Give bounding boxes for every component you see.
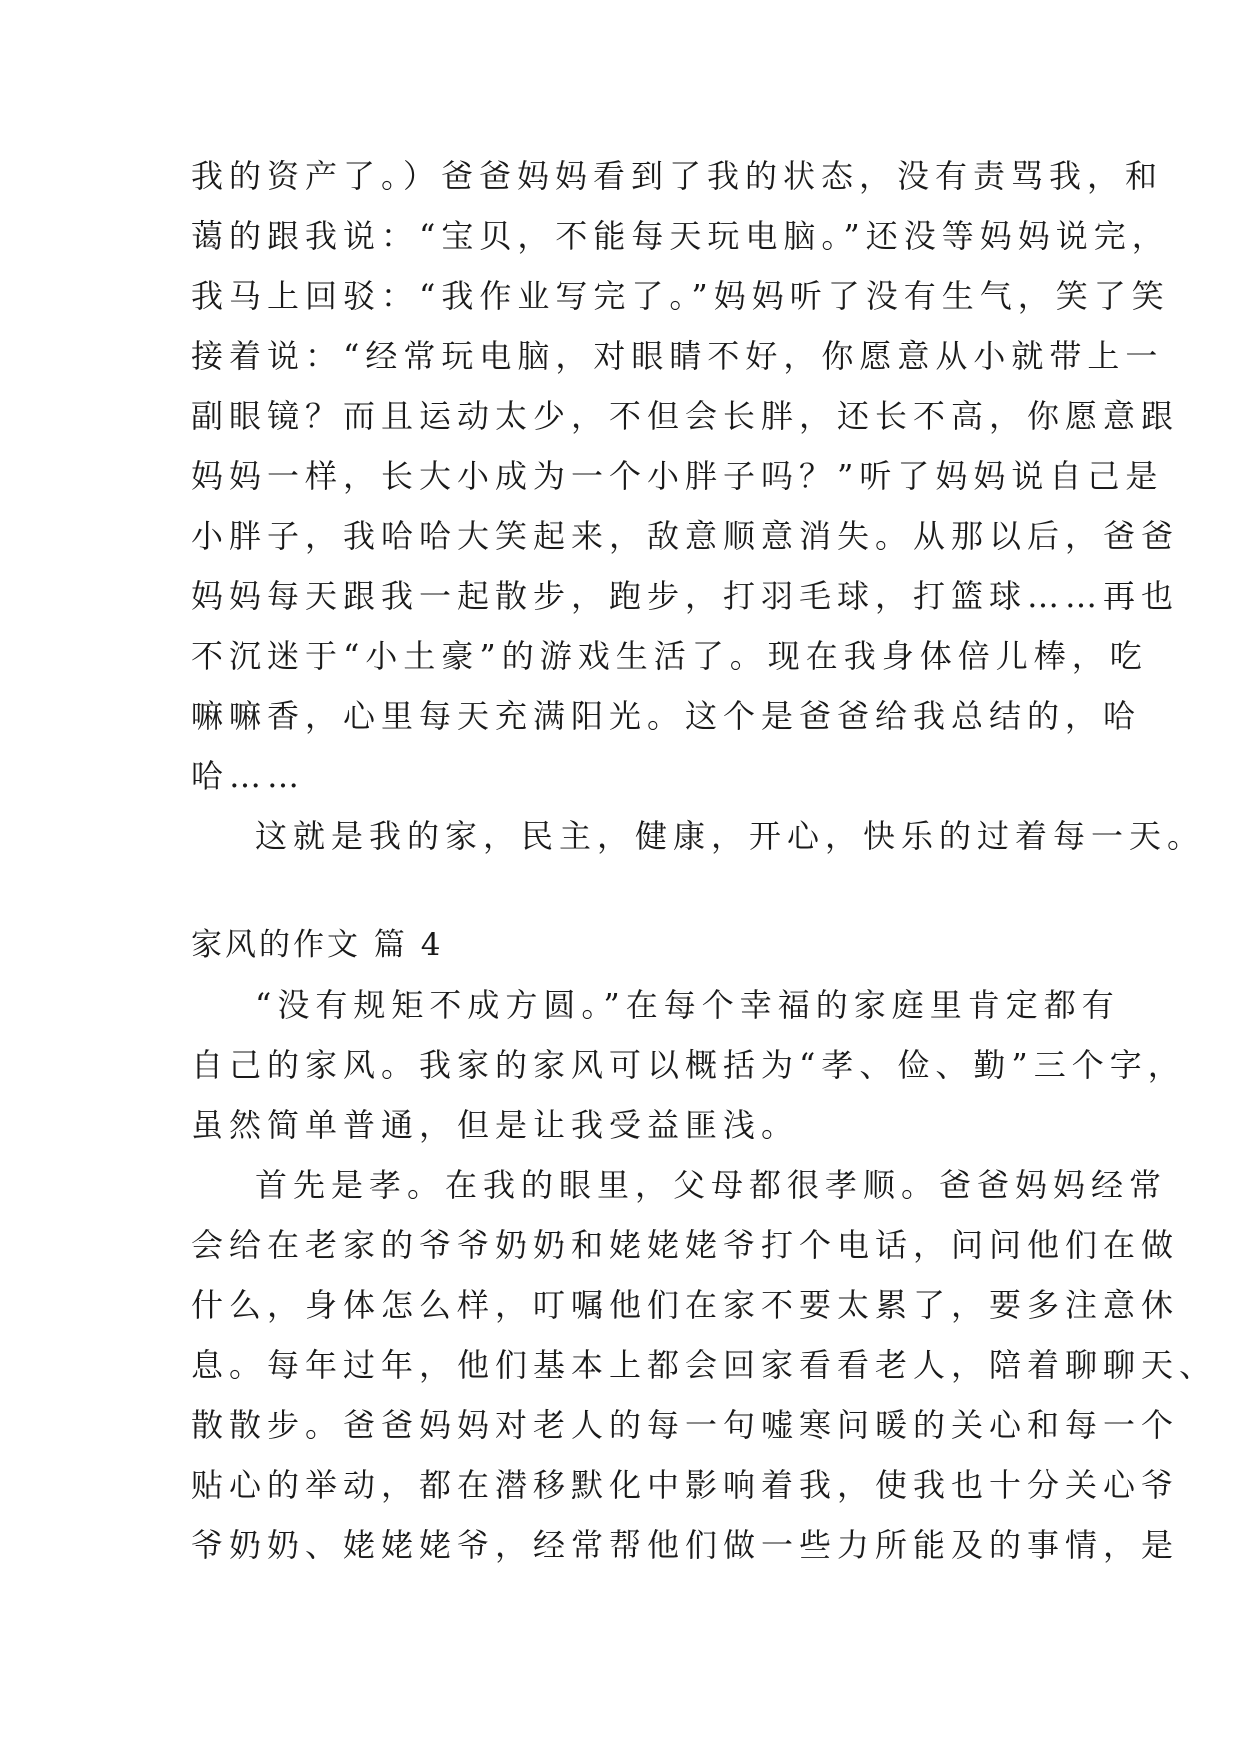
text-line: 散散步。爸爸妈妈对老人的每一句嘘寒问暖的关心和每一个 [191,1406,1180,1444]
text-line: 副眼镜？而且运动太少，不但会长胖，还长不高，你愿意跟 [191,397,1180,435]
text-line: 小胖子，我哈哈大笑起来，敌意顺意消失。从那以后，爸爸 [191,517,1180,555]
text-line: 什么，身体怎么样，叮嘱他们在家不要太累了，要多注意休 [191,1286,1180,1324]
text-line: 不沉迷于“小土豪”的游戏生活了。现在我身体倍儿棒，吃 [191,637,1148,675]
text-line: 息。每年过年，他们基本上都会回家看看老人，陪着聊聊天、 [191,1346,1218,1384]
text-line: 我的资产了。）爸爸妈妈看到了我的状态，没有责骂我，和 [191,157,1164,195]
text-line: 妈妈一样，长大小成为一个小胖子吗？”听了妈妈说自己是 [191,457,1164,495]
text-line: 这就是我的家，民主，健康，开心，快乐的过着每一天。 [255,817,1206,855]
text-line: 嘛嘛香，心里每天充满阳光。这个是爸爸给我总结的，哈 [191,697,1142,735]
text-line: 我马上回驳：“我作业写完了。”妈妈听了没有生气，笑了笑 [191,277,1170,315]
text-line: 贴心的举动，都在潜移默化中影响着我，使我也十分关心爷 [191,1466,1180,1504]
text-line: 蔼的跟我说：“宝贝，不能每天玩电脑。”还没等妈妈说完， [191,217,1170,255]
text-line: 首先是孝。在我的眼里，父母都很孝顺。爸爸妈妈经常 [255,1166,1168,1204]
section-title: 家风的作文 篇 4 [191,927,444,963]
paragraph-continuation [191,146,1180,806]
paragraph-conclusion [191,806,1206,866]
paragraph-intro [191,975,1186,1155]
text-line: 自己的家风。我家的家风可以概括为“孝、俭、勤”三个字， [191,1046,1186,1084]
text-line: “没有规矩不成方圆。”在每个幸福的家庭里肯定都有 [255,986,1120,1024]
text-line: 会给在老家的爷爷奶奶和姥姥姥爷打个电话，问问他们在做 [191,1226,1180,1264]
text-line: 哈…… [191,757,306,795]
text-line: 爷奶奶、姥姥姥爷，经常帮他们做一些力所能及的事情，是 [191,1526,1180,1564]
text-line: 接着说：“经常玩电脑，对眼睛不好，你愿意从小就带上一 [191,337,1164,375]
text-line: 妈妈每天跟我一起散步，跑步，打羽毛球，打篮球……再也 [191,577,1180,615]
paragraph-filial [191,1155,1218,1575]
text-line: 虽然简单普通，但是让我受益匪浅。 [191,1106,800,1144]
